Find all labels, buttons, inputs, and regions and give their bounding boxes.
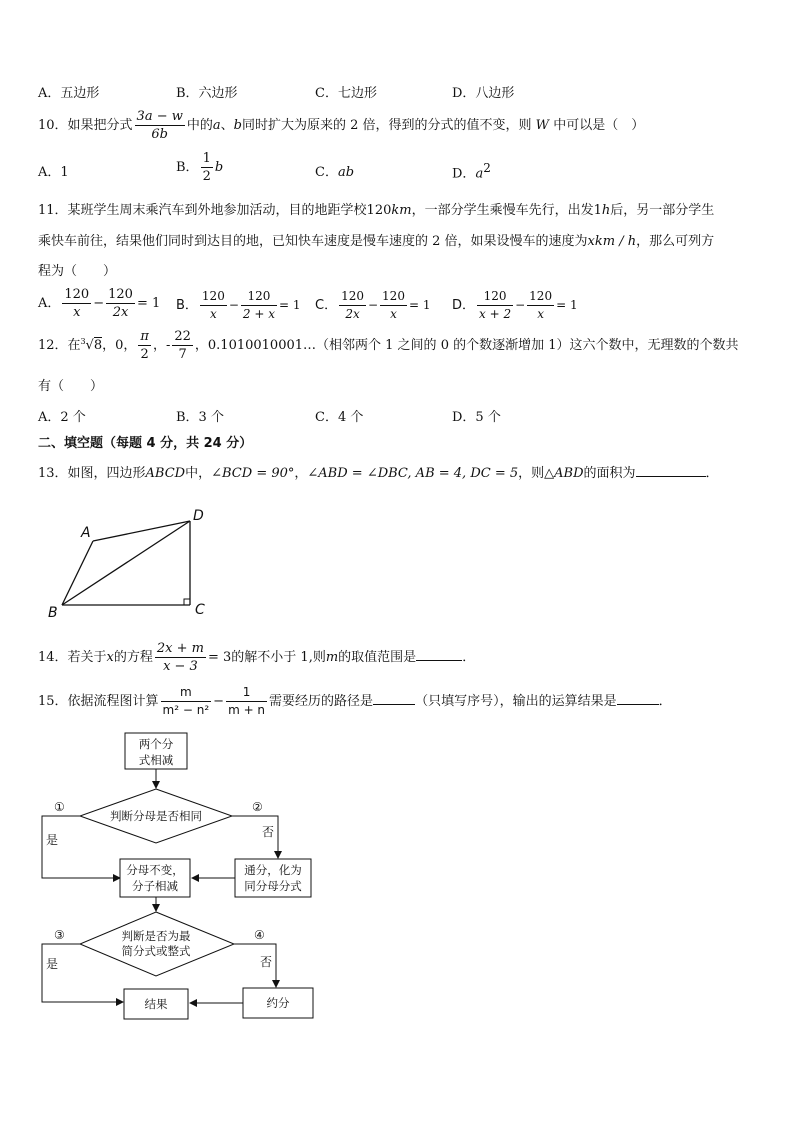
q12-22-7-fraction xyxy=(172,329,193,362)
q15-op: − xyxy=(213,694,225,709)
flow-diamond2-line1: 判断是否为最 xyxy=(121,929,191,943)
q10-opt-b-fraction xyxy=(201,151,213,184)
q11-line-1 xyxy=(38,199,714,218)
q11-opt-c-label: C． xyxy=(315,298,338,313)
label-a: A xyxy=(81,525,91,541)
q12-option-a: A．2 个 xyxy=(38,410,86,425)
q10-opt-d-label: D． xyxy=(452,166,476,182)
q10-fraction xyxy=(135,109,185,142)
q11-opt-b-rhs: = 1 xyxy=(278,298,301,312)
q10-opt-d-base: a xyxy=(475,166,484,182)
q12-f-den: 7 xyxy=(178,347,187,362)
q10-option-d xyxy=(452,161,491,181)
q14-var-m: m xyxy=(325,650,339,665)
q13-prefix: 13．如图，四边形 xyxy=(38,466,146,481)
q15-f2-den: m + n xyxy=(228,703,266,717)
q11-opt-c-frac1 xyxy=(339,289,366,322)
q11-dist-unit: km xyxy=(391,203,412,218)
q13-comma: ， xyxy=(294,466,308,481)
q11-time: 1 xyxy=(593,203,602,218)
q15-f2-num: 1 xyxy=(226,685,267,702)
q11-line2-a: 乘快车前往，结果他们同时到达目的地，已知快车速度是慢车速度的 2 倍，如果设慢车的速度为 xyxy=(38,234,588,249)
flowchart xyxy=(30,728,330,1028)
figure-13-quadrilateral xyxy=(40,498,220,623)
q12-option-d: D．5 个 xyxy=(452,410,501,425)
flow-common-line1: 通分，化为 xyxy=(244,863,302,877)
q10-frac-num: 3a − w xyxy=(136,109,183,124)
question-13 xyxy=(38,462,719,481)
q12-pi-fraction xyxy=(138,329,151,362)
flow-mark-2: ② xyxy=(252,800,263,814)
q14-tail2: 的取值范围是 xyxy=(338,650,417,665)
q12-zero: ，0， xyxy=(102,338,137,353)
q11-opt-c-op: − xyxy=(367,298,379,312)
q11-line-2 xyxy=(38,230,714,249)
q11-option-b xyxy=(176,287,301,324)
q9-option-b: B．六边形 xyxy=(176,86,238,101)
q10-opt-c-label: C． xyxy=(315,165,338,180)
q10-suffix-3: 中可以是（ ） xyxy=(553,118,645,133)
q12-prefix: 12．在 xyxy=(38,338,81,353)
q14-rhs: = 3 xyxy=(208,650,232,665)
question-15 xyxy=(38,684,672,720)
q14-num: 2x + m xyxy=(156,641,204,656)
q10-opt-c-val: ab xyxy=(337,165,355,180)
q14-prefix: 14．若关于 xyxy=(38,650,107,665)
flow-reduce-text: 约分 xyxy=(266,996,290,1010)
q11-opt-c-n1: 120 xyxy=(339,289,366,306)
label-d: D xyxy=(193,508,204,524)
q11-time-unit: h xyxy=(601,203,611,218)
q12-f-num: 22 xyxy=(174,329,191,344)
q10-var-b: b xyxy=(233,118,242,133)
q11-opt-d-label: D． xyxy=(452,298,476,313)
q13-tri: △ABD xyxy=(544,466,584,481)
q11-opt-a-op: − xyxy=(93,296,105,311)
q10-option-b xyxy=(176,150,223,186)
flow-yes-2: 是 xyxy=(46,957,59,971)
q9-option-d: D．八边形 xyxy=(452,86,515,101)
q11-opt-c-n2: 120 xyxy=(380,289,407,306)
question-14 xyxy=(38,640,475,676)
q11-option-a xyxy=(38,286,160,322)
q11-opt-d-n2: 120 xyxy=(527,289,554,306)
q10-opt-d-exp: 2 xyxy=(483,161,491,175)
q9-option-c: C．七边形 xyxy=(315,86,377,101)
q11-opt-d-op: − xyxy=(515,298,526,312)
q11-opt-d-d2: x xyxy=(537,307,545,321)
label-c: C xyxy=(195,602,205,618)
q11-opt-a-n1: 120 xyxy=(64,287,90,302)
q11-opt-a-frac1 xyxy=(62,287,91,320)
flow-common-line2: 同分母分式 xyxy=(244,879,302,893)
q13-angle1: ∠BCD = 90° xyxy=(211,466,295,481)
q11-opt-d-rhs: = 1 xyxy=(556,298,578,312)
q10-option-a: A．1 xyxy=(38,165,69,180)
q13-mid1: 中， xyxy=(185,466,212,481)
flow-same-line1: 分母不变， xyxy=(126,863,184,877)
q11-line1-a: 11．某班学生周末乘汽车到外地参加活动，目的地距学校 xyxy=(38,203,367,218)
q13-answer-blank[interactable] xyxy=(636,464,706,477)
q15-end: ． xyxy=(658,694,672,709)
q11-opt-a-frac2 xyxy=(106,287,135,320)
q13-suffix: 的面积为 xyxy=(583,466,636,481)
q15-fraction-2 xyxy=(226,685,267,718)
q11-speed: xkm / h xyxy=(587,234,637,249)
flow-result-text: 结果 xyxy=(144,997,168,1011)
q11-opt-d-n1: 120 xyxy=(477,289,513,306)
q12-root-radicand: 8 xyxy=(93,338,103,353)
flow-no-1: 否 xyxy=(262,825,275,839)
q10-var-a: a xyxy=(212,118,221,133)
q11-opt-a-label: A． xyxy=(38,296,61,311)
flow-diamond2-line2: 简分式或整式 xyxy=(121,944,191,958)
q12-neg: ，- xyxy=(152,338,171,353)
q11-opt-a-d1: x xyxy=(73,305,81,320)
question-12 xyxy=(38,328,739,364)
q15-f1-den: m² − n² xyxy=(162,703,210,717)
q11-opt-b-frac2 xyxy=(241,289,277,322)
flow-mark-1: ① xyxy=(54,800,65,814)
q14-var: x xyxy=(106,650,114,665)
q12-pi-den: 2 xyxy=(140,347,149,362)
q11-line2-b: ，那么可列方 xyxy=(636,234,715,249)
q9-option-a: A．五边形 xyxy=(38,86,100,101)
q15-path-blank[interactable] xyxy=(373,692,415,705)
q11-line-3: 程为（ ） xyxy=(38,264,117,279)
q11-opt-b-d1: x xyxy=(209,307,217,321)
q11-opt-d-frac1 xyxy=(477,289,513,322)
q15-mid: 需要经历的路径是 xyxy=(269,694,374,709)
flow-diamond1-text: 判断分母是否相同 xyxy=(110,809,202,823)
q11-opt-b-frac1 xyxy=(200,289,227,322)
q10-prefix: 10．如果把分式 xyxy=(38,118,133,133)
q14-fraction xyxy=(155,641,206,674)
q13-end: ． xyxy=(705,466,719,481)
q11-opt-b-d2: 2 + x xyxy=(242,307,275,321)
q11-opt-d-d1: x + 2 xyxy=(479,307,512,321)
q14-den: x − 3 xyxy=(163,659,198,674)
q11-line1-b: ，一部分学生乘慢车先行，出发 xyxy=(411,203,594,218)
q12-pi-num: π xyxy=(140,329,149,344)
q13-quad: ABCD xyxy=(145,466,186,481)
q14-answer-blank[interactable] xyxy=(416,648,462,661)
q15-result-blank[interactable] xyxy=(617,692,659,705)
flow-mark-4: ④ xyxy=(254,928,265,942)
q15-prefix: 15．依据流程图计算 xyxy=(38,694,159,709)
flow-start-line2: 式相减 xyxy=(138,753,174,767)
q12-tail: ，0.1010010001…（相邻两个 1 之间的 0 的个数逐渐增加 1）这六个数中，无理数的个数共 xyxy=(194,338,739,353)
q11-opt-d-frac2 xyxy=(527,289,554,322)
flow-start-line1: 两个分 xyxy=(138,737,174,751)
q14-tail1: 的解不小于 1,则 xyxy=(231,650,326,665)
q11-opt-c-d1: 2x xyxy=(345,307,360,321)
q12-cube-root: 3 √8 xyxy=(81,328,103,364)
q11-opt-c-rhs: = 1 xyxy=(408,298,431,312)
q12-option-c: C．4 个 xyxy=(315,410,364,425)
q10-opt-b-label: B． xyxy=(176,160,199,175)
q11-opt-b-n1: 120 xyxy=(200,289,227,306)
q12-root-index: 3 xyxy=(80,337,86,346)
q10-opt-b-var: b xyxy=(214,160,224,175)
question-10 xyxy=(38,109,644,143)
q10-suffix-1: 中的 xyxy=(186,118,213,133)
q12-option-b: B．3 个 xyxy=(176,410,224,425)
q11-opt-b-n2: 120 xyxy=(241,289,277,306)
q13-mid2: ，则 xyxy=(518,466,545,481)
q11-opt-c-frac2 xyxy=(380,289,407,322)
q15-mid2: （只填写序号），输出的运算结果是 xyxy=(415,694,617,709)
q10-sep: 、 xyxy=(220,118,234,133)
flow-mark-3: ③ xyxy=(54,928,65,942)
q11-opt-a-rhs: = 1 xyxy=(136,296,161,311)
flow-yes-1: 是 xyxy=(46,833,59,847)
q10-frac-den: 6b xyxy=(151,127,168,142)
q10-opt-b-den: 2 xyxy=(202,169,211,184)
q14-end: ． xyxy=(462,650,476,665)
q11-opt-a-d2: 2x xyxy=(112,305,129,320)
q10-opt-b-num: 1 xyxy=(202,151,211,166)
q11-dist: 120 xyxy=(366,203,392,218)
q11-option-c xyxy=(315,287,430,324)
q10-suffix-2: 同时扩大为原来的 2 倍，得到的分式的值不变，则 xyxy=(241,118,532,133)
q15-f1-num: m xyxy=(161,685,212,702)
q11-opt-a-n2: 120 xyxy=(108,287,133,302)
q11-opt-b-label: B． xyxy=(176,298,198,313)
flow-same-line2: 分子相减 xyxy=(132,879,178,893)
q11-option-d xyxy=(452,287,578,324)
q10-option-c xyxy=(315,161,354,180)
q11-line1-c: 后，另一部分学生 xyxy=(610,203,715,218)
q11-opt-c-d2: x xyxy=(390,307,397,321)
q15-fraction-1 xyxy=(161,685,212,718)
section-2-heading: 二、填空题（每题 4 分，共 24 分） xyxy=(38,436,253,451)
q14-mid: 的方程 xyxy=(113,650,153,665)
q10-var-w: W xyxy=(535,118,550,133)
label-b: B xyxy=(48,605,58,621)
right-angle-mark xyxy=(184,599,190,605)
q13-cond: ∠ABD = ∠DBC, AB = 4, DC = 5 xyxy=(307,466,519,481)
q12-line-2: 有（ ） xyxy=(38,379,104,394)
q11-opt-b-op: − xyxy=(228,298,239,312)
flow-no-2: 否 xyxy=(260,955,273,969)
